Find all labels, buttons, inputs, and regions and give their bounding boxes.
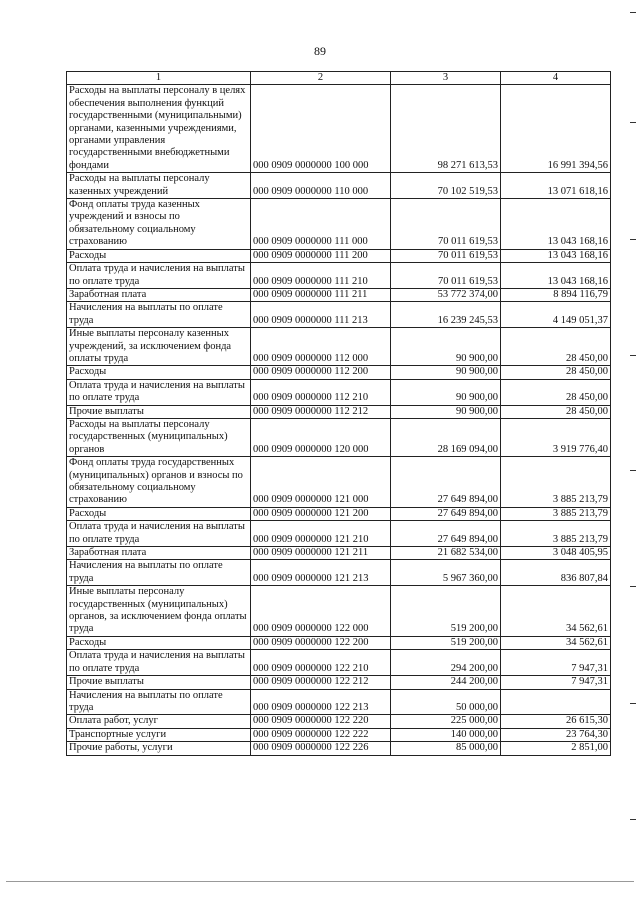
row-code: 000 0909 0000000 122 226 — [251, 742, 391, 755]
table-header — [67, 72, 611, 85]
budget-table — [66, 71, 611, 756]
margin-mark — [630, 355, 636, 356]
row-code: 000 0909 0000000 122 220 — [251, 715, 391, 728]
row-name: Прочие выплаты — [67, 676, 251, 689]
row-value-executed: 7 947,31 — [501, 650, 611, 676]
row-value-approved: 5 967 360,00 — [391, 560, 501, 586]
page-number: 89 — [314, 44, 326, 58]
row-value-approved: 90 900,00 — [391, 379, 501, 405]
row-name: Транспортные услуги — [67, 728, 251, 741]
row-code: 000 0909 0000000 112 212 — [251, 405, 391, 418]
row-name: Оплата труда и начисления на выплаты по оплате труда — [67, 263, 251, 289]
row-value-approved: 70 102 519,53 — [391, 173, 501, 199]
row-name: Расходы — [67, 366, 251, 379]
row-name: Оплата работ, услуг — [67, 715, 251, 728]
table-row — [67, 302, 611, 328]
table-row — [67, 199, 611, 250]
row-value-executed: 16 991 394,56 — [501, 85, 611, 173]
row-value-executed: 7 947,31 — [501, 676, 611, 689]
table-row — [67, 173, 611, 199]
row-value-executed: 836 807,84 — [501, 560, 611, 586]
column-header-2: 2 — [251, 72, 391, 85]
row-value-approved: 70 011 619,53 — [391, 263, 501, 289]
margin-mark — [630, 239, 636, 240]
row-value-approved: 294 200,00 — [391, 650, 501, 676]
row-value-approved: 27 649 894,00 — [391, 457, 501, 508]
row-name: Фонд оплаты труда казенных учреждений и взносы по обязательному социальному страхованию — [67, 199, 251, 250]
row-code: 000 0909 0000000 122 213 — [251, 689, 391, 715]
table-row — [67, 405, 611, 418]
row-name: Расходы — [67, 249, 251, 262]
row-value-executed: 34 562,61 — [501, 636, 611, 649]
table-row — [67, 689, 611, 715]
row-name: Расходы на выплаты персоналу государственных (муниципальных) органов — [67, 418, 251, 456]
row-value-executed: 13 043 168,16 — [501, 263, 611, 289]
row-value-executed: 34 562,61 — [501, 586, 611, 637]
table-row — [67, 379, 611, 405]
row-value-executed: 3 048 405,95 — [501, 547, 611, 560]
row-code: 000 0909 0000000 112 000 — [251, 328, 391, 366]
table-row — [67, 636, 611, 649]
table-row — [67, 328, 611, 366]
scan-edge-line — [6, 881, 634, 882]
row-value-approved: 28 169 094,00 — [391, 418, 501, 456]
row-value-executed: 28 450,00 — [501, 366, 611, 379]
row-value-approved: 519 200,00 — [391, 636, 501, 649]
row-code: 000 0909 0000000 121 210 — [251, 521, 391, 547]
margin-mark — [630, 470, 636, 471]
row-name: Прочие выплаты — [67, 405, 251, 418]
row-name: Оплата труда и начисления на выплаты по оплате труда — [67, 650, 251, 676]
row-value-executed: 28 450,00 — [501, 405, 611, 418]
table-row — [67, 521, 611, 547]
row-code: 000 0909 0000000 121 200 — [251, 507, 391, 520]
row-name: Иные выплаты персоналу казенных учреждений, за исключением фонда оплаты труда — [67, 328, 251, 366]
table-row — [67, 560, 611, 586]
row-code: 000 0909 0000000 111 210 — [251, 263, 391, 289]
margin-mark — [630, 122, 636, 123]
table-row — [67, 366, 611, 379]
table-row — [67, 507, 611, 520]
row-value-approved: 21 682 534,00 — [391, 547, 501, 560]
row-code: 000 0909 0000000 122 200 — [251, 636, 391, 649]
row-value-approved: 50 000,00 — [391, 689, 501, 715]
row-name: Прочие работы, услуги — [67, 742, 251, 755]
row-code: 000 0909 0000000 122 222 — [251, 728, 391, 741]
row-name: Расходы — [67, 507, 251, 520]
row-name: Оплата труда и начисления на выплаты по оплате труда — [67, 379, 251, 405]
table-row — [67, 85, 611, 173]
row-value-approved: 27 649 894,00 — [391, 507, 501, 520]
row-code: 000 0909 0000000 111 213 — [251, 302, 391, 328]
table-row — [67, 249, 611, 262]
table-row — [67, 288, 611, 301]
row-code: 000 0909 0000000 122 000 — [251, 586, 391, 637]
row-value-executed: 13 043 168,16 — [501, 249, 611, 262]
table-row — [67, 742, 611, 755]
row-value-approved: 27 649 894,00 — [391, 521, 501, 547]
row-value-approved: 90 900,00 — [391, 328, 501, 366]
row-value-approved: 90 900,00 — [391, 366, 501, 379]
table-row — [67, 586, 611, 637]
row-value-executed: 3 919 776,40 — [501, 418, 611, 456]
column-header-1: 1 — [67, 72, 251, 85]
row-code: 000 0909 0000000 112 210 — [251, 379, 391, 405]
row-code: 000 0909 0000000 122 210 — [251, 650, 391, 676]
row-name: Заработная плата — [67, 288, 251, 301]
row-name: Заработная плата — [67, 547, 251, 560]
row-value-executed: 13 071 618,16 — [501, 173, 611, 199]
row-value-approved: 16 239 245,53 — [391, 302, 501, 328]
row-name: Начисления на выплаты по оплате труда — [67, 689, 251, 715]
row-value-executed: 26 615,30 — [501, 715, 611, 728]
row-name: Начисления на выплаты по оплате труда — [67, 560, 251, 586]
table-row — [67, 418, 611, 456]
row-code: 000 0909 0000000 100 000 — [251, 85, 391, 173]
row-value-approved: 244 200,00 — [391, 676, 501, 689]
table-row — [67, 676, 611, 689]
row-code: 000 0909 0000000 122 212 — [251, 676, 391, 689]
row-code: 000 0909 0000000 121 213 — [251, 560, 391, 586]
row-value-executed: 23 764,30 — [501, 728, 611, 741]
table-body — [67, 85, 611, 755]
row-value-executed: 8 894 116,79 — [501, 288, 611, 301]
row-name: Оплата труда и начисления на выплаты по оплате труда — [67, 521, 251, 547]
row-code: 000 0909 0000000 121 000 — [251, 457, 391, 508]
row-name: Начисления на выплаты по оплате труда — [67, 302, 251, 328]
row-value-executed: 4 149 051,37 — [501, 302, 611, 328]
row-value-executed: 13 043 168,16 — [501, 199, 611, 250]
row-code: 000 0909 0000000 121 211 — [251, 547, 391, 560]
row-name: Расходы на выплаты персоналу в целях обеспечения выполнения функций государственными (муниципальными) органами, казенными учреждениями, органами управления государственными внебюджетными фондами — [67, 85, 251, 173]
row-value-approved: 98 271 613,53 — [391, 85, 501, 173]
table-row — [67, 715, 611, 728]
column-header-3: 3 — [391, 72, 501, 85]
row-value-executed: 28 450,00 — [501, 328, 611, 366]
margin-mark — [630, 703, 636, 704]
table-row — [67, 457, 611, 508]
table-row — [67, 650, 611, 676]
row-value-approved: 53 772 374,00 — [391, 288, 501, 301]
table-row — [67, 547, 611, 560]
row-code: 000 0909 0000000 111 211 — [251, 288, 391, 301]
row-name: Фонд оплаты труда государственных (муниципальных) органов и взносы по обязательному социальному страхованию — [67, 457, 251, 508]
row-code: 000 0909 0000000 112 200 — [251, 366, 391, 379]
row-value-approved: 90 900,00 — [391, 405, 501, 418]
row-code: 000 0909 0000000 111 000 — [251, 199, 391, 250]
row-value-approved: 519 200,00 — [391, 586, 501, 637]
row-value-approved: 85 000,00 — [391, 742, 501, 755]
margin-mark — [630, 819, 636, 820]
row-name: Иные выплаты персоналу государственных (муниципальных) органов, за исключением фонда оплаты труда — [67, 586, 251, 637]
row-value-approved: 140 000,00 — [391, 728, 501, 741]
row-value-executed — [501, 689, 611, 715]
row-code: 000 0909 0000000 110 000 — [251, 173, 391, 199]
margin-mark — [630, 586, 636, 587]
row-value-executed: 3 885 213,79 — [501, 457, 611, 508]
column-header-4: 4 — [501, 72, 611, 85]
row-value-executed: 2 851,00 — [501, 742, 611, 755]
table-row — [67, 728, 611, 741]
margin-mark — [630, 12, 636, 13]
row-code: 000 0909 0000000 120 000 — [251, 418, 391, 456]
row-code: 000 0909 0000000 111 200 — [251, 249, 391, 262]
row-name: Расходы на выплаты персоналу казенных учреждений — [67, 173, 251, 199]
table-row — [67, 263, 611, 289]
row-name: Расходы — [67, 636, 251, 649]
row-value-executed: 3 885 213,79 — [501, 521, 611, 547]
row-value-approved: 70 011 619,53 — [391, 249, 501, 262]
row-value-approved: 225 000,00 — [391, 715, 501, 728]
row-value-executed: 3 885 213,79 — [501, 507, 611, 520]
row-value-approved: 70 011 619,53 — [391, 199, 501, 250]
row-value-executed: 28 450,00 — [501, 379, 611, 405]
